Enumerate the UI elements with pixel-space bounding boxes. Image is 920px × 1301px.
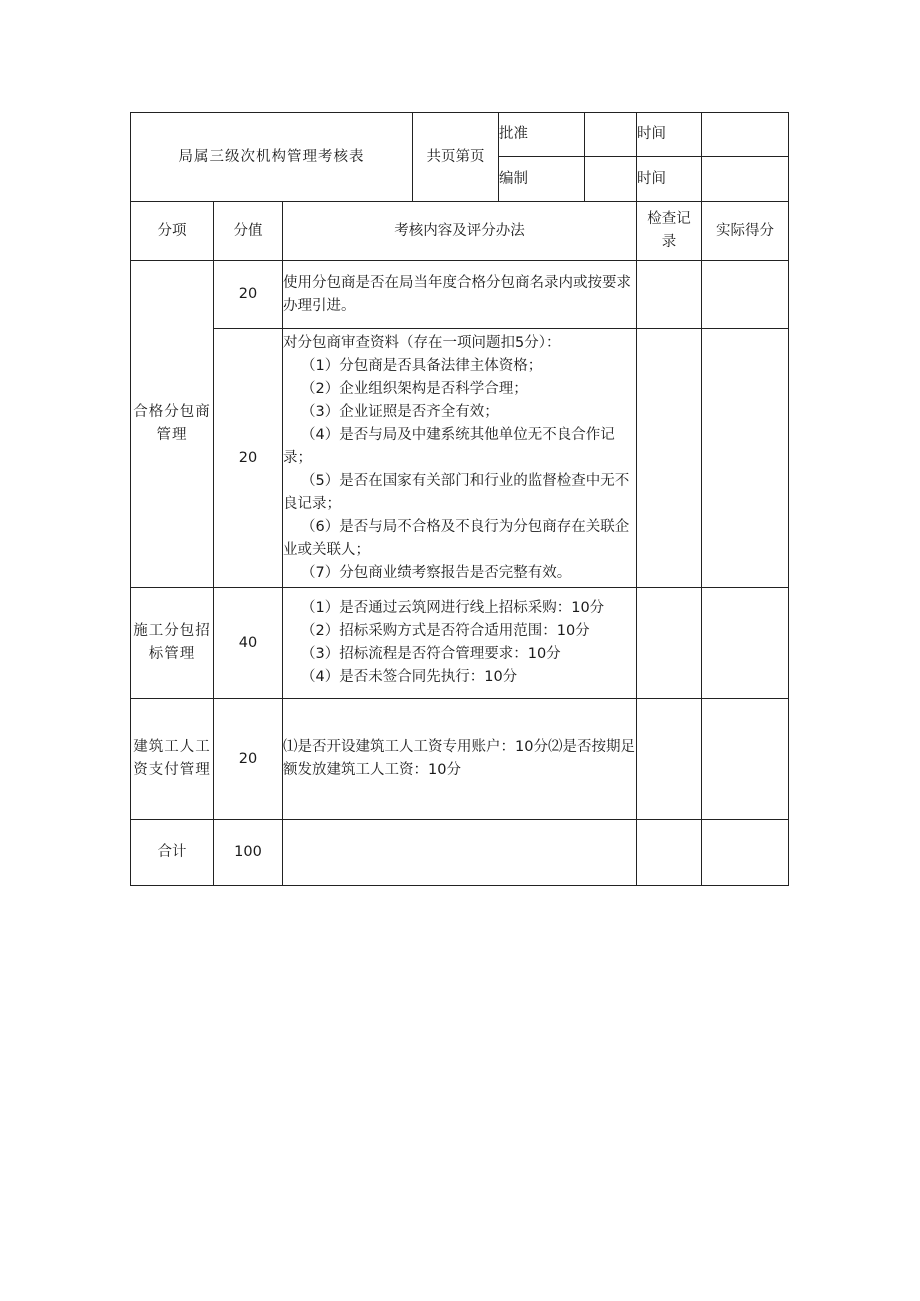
approve-time-label: 时间: [637, 113, 702, 157]
prepare-field[interactable]: [585, 157, 637, 202]
header-content: 考核内容及评分办法: [283, 202, 637, 261]
approve-label: 批准: [499, 113, 585, 157]
total-actual-cell[interactable]: [702, 820, 789, 886]
criteria-cell: [283, 588, 637, 699]
criteria-cell: [283, 329, 637, 588]
approve-field[interactable]: [585, 113, 637, 157]
prepare-time-field[interactable]: [702, 157, 789, 202]
score-cell: 40: [214, 588, 283, 699]
header-actual: 实际得分: [702, 202, 789, 261]
category-qualified-subcontractor: 合格分包商管理: [131, 261, 214, 588]
criteria-line: （5）是否在国家有关部门和行业的监督检查中无不良记录；: [283, 472, 630, 512]
criteria-line: 对分包商审查资料（存在一项问题扣5分）：: [283, 334, 561, 351]
category-bidding: 施工分包招标管理: [131, 588, 214, 699]
assessment-table: [130, 112, 789, 886]
header-item: 分项: [131, 202, 214, 261]
header-check: 检查记录: [637, 202, 702, 261]
criteria-cell: [283, 261, 637, 329]
header-score: 分值: [214, 202, 283, 261]
prepare-label: 编制: [499, 157, 585, 202]
criteria-line: （3）招标流程是否符合管理要求：10分: [301, 646, 561, 662]
total-check-cell[interactable]: [637, 820, 702, 886]
actual-score-cell[interactable]: [702, 329, 789, 588]
criteria-line: （1）是否通过云筑网进行线上招标采购：10分: [301, 600, 605, 616]
criteria-cell: [283, 699, 637, 820]
score-cell: 20: [214, 329, 283, 588]
check-record-cell[interactable]: [637, 261, 702, 329]
criteria-line: （2）企业组织架构是否科学合理；: [301, 380, 528, 397]
criteria-line: 使用分包商是否在局当年度合格分包商名录内或按要求办理引进。: [283, 274, 631, 314]
actual-score-cell[interactable]: [702, 699, 789, 820]
total-label: 合计: [131, 820, 214, 886]
check-record-cell[interactable]: [637, 588, 702, 699]
prepare-time-label: 时间: [637, 157, 702, 202]
check-record-cell[interactable]: [637, 329, 702, 588]
criteria-line: （2）招标采购方式是否符合适用范围：10分: [301, 623, 590, 639]
score-cell: 20: [214, 699, 283, 820]
score-cell: 20: [214, 261, 283, 329]
form-title: 局属三级次机构管理考核表: [131, 113, 413, 202]
actual-score-cell[interactable]: [702, 261, 789, 329]
criteria-line: （1）分包商是否具备法律主体资格；: [301, 357, 543, 374]
page-count: 共页第页: [413, 113, 499, 202]
total-content-cell: [283, 820, 637, 886]
check-record-cell[interactable]: [637, 699, 702, 820]
criteria-line: （4）是否未签合同先执行：10分: [301, 669, 518, 685]
actual-score-cell[interactable]: [702, 588, 789, 699]
criteria-line: （3）企业证照是否齐全有效；: [301, 403, 499, 420]
criteria-line: （4）是否与局及中建系统其他单位无不良合作记录；: [283, 426, 615, 466]
criteria-line: ⑴是否开设建筑工人工资专用账户：10分⑵是否按期足额发放建筑工人工资：10分: [283, 739, 635, 778]
criteria-line: （7）分包商业绩考察报告是否完整有效。: [301, 564, 572, 581]
criteria-line: （6）是否与局不合格及不良行为分包商存在关联企业或关联人；: [283, 518, 630, 558]
category-wage-payment: 建筑工人工资支付管理: [131, 699, 214, 820]
approve-time-field[interactable]: [702, 113, 789, 157]
total-score: 100: [214, 820, 283, 886]
